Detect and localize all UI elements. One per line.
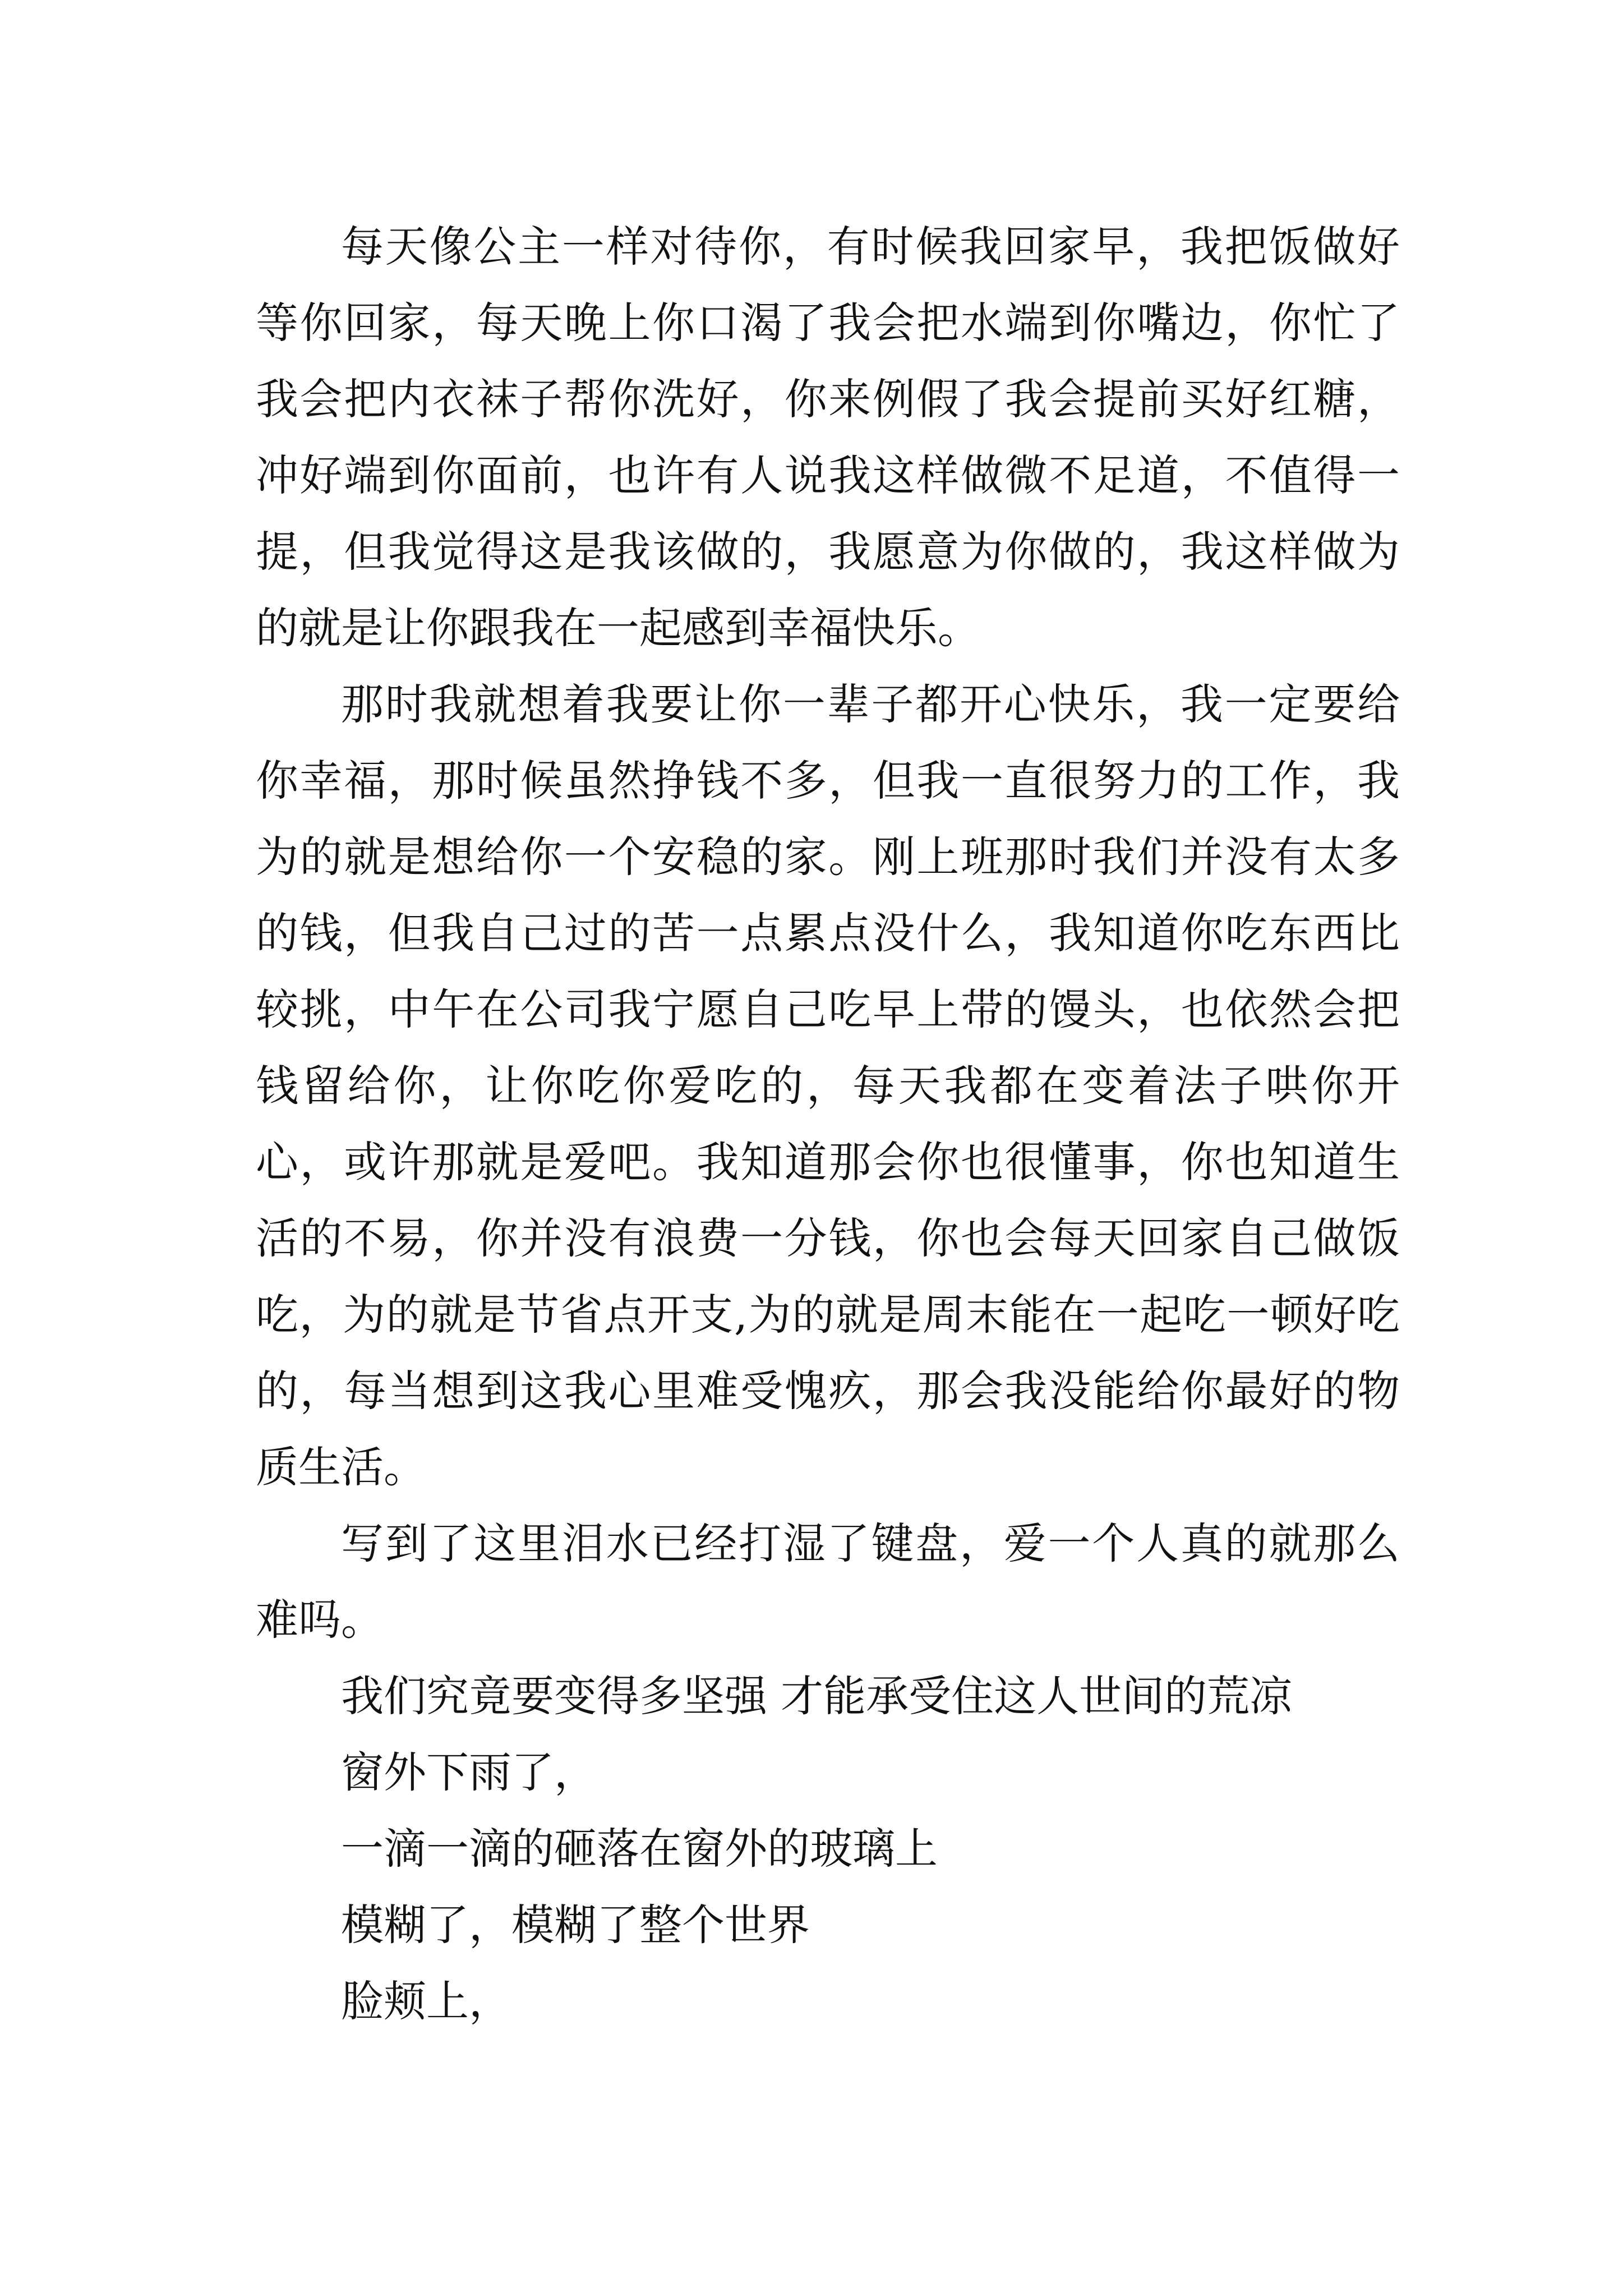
paragraph-2: 那时我就想着我要让你一辈子都开心快乐，我一定要给你幸福，那时候虽然挣钱不多，但我一直很努力的工作，我为的就是想给你一个安稳的家。刚上班那时我们并没有太多的钱，但我自己过的苦一点累点没什么，我知道你吃东西比较挑，中午在公司我宁愿自己吃早上带的馒头，也依然会把钱留给你，让你吃你爱吃的，每天我都在变着法子哄你开心，或许那就是爱吧。我知道那会你也很懂事，你也知道生活的不易，你并没有浪费一分钱，你也会每天回家自己做饭吃，为的就是节省点开支,为的就是周末能在一起吃一顿好吃的，每当想到这我心里难受愧疚，那会我没能给你最好的物质生活。 — [256, 679, 1400, 1492]
poem-line-1: 我们究竟要变得多坚强 才能承受住这人世间的荒凉 — [341, 1671, 1293, 1721]
document-body — [256, 209, 1400, 2040]
paragraph-3: 写到了这里泪水已经打湿了键盘，爱一个人真的就那么难吗。 — [256, 1519, 1400, 1645]
poem-line-2: 窗外下雨了， — [341, 1747, 597, 1797]
poem-line-4: 模糊了，模糊了整个世界 — [341, 1900, 810, 1950]
poem-line-5: 脸颊上， — [341, 1976, 511, 2026]
paragraph-1: 每天像公主一样对待你，有时候我回家早，我把饭做好等你回家，每天晚上你口渴了我会把水端到你嘴边，你忙了我会把内衣袜子帮你洗好，你来例假了我会提前买好红糖，冲好端到你面前，也许有人说我这样做微不足道，不值得一提，但我觉得这是我该做的，我愿意为你做的，我这样做为的就是让你跟我在一起感到幸福快乐。 — [256, 222, 1400, 653]
poem-line-3: 一滴一滴的砸落在窗外的玻璃上 — [341, 1824, 938, 1874]
